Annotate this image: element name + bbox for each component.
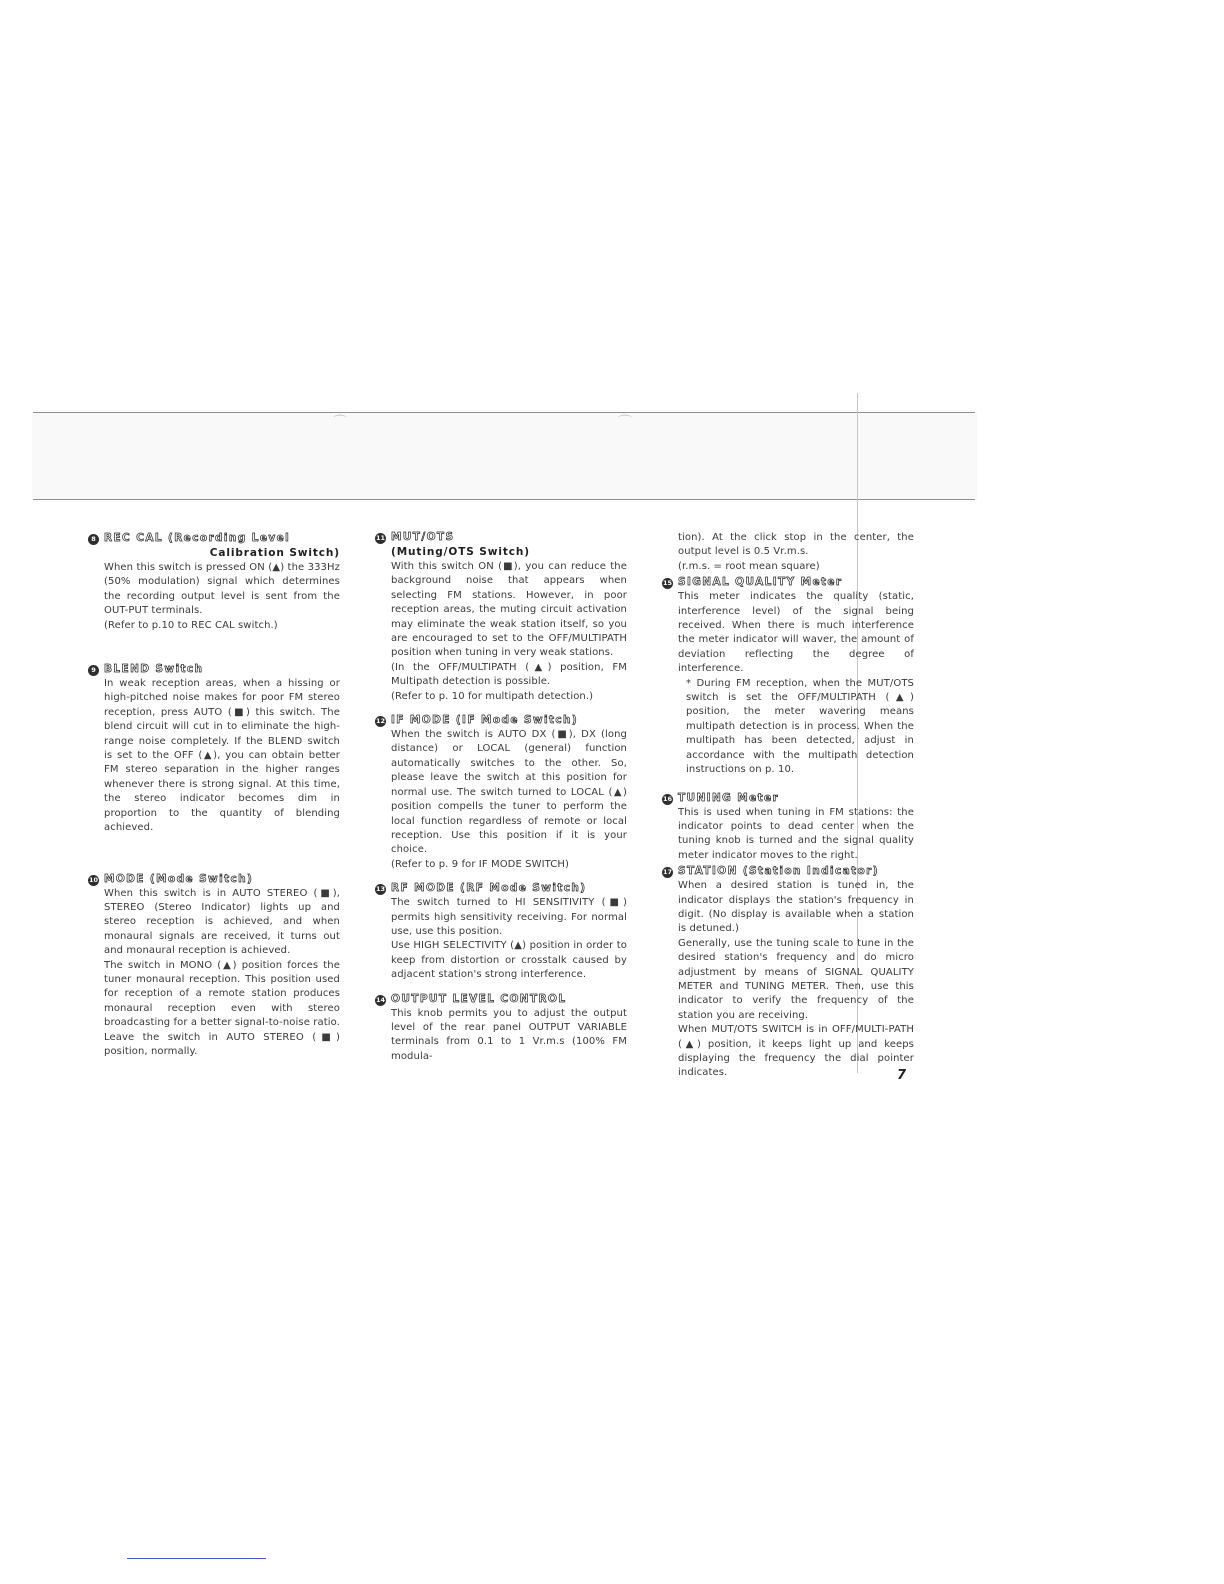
- section-title: SIGNAL QUALITY Meter: [678, 576, 843, 589]
- paragraph: (r.m.s. = root mean square): [678, 560, 820, 572]
- paragraph: (In the OFF/MULTIPATH (▲) position, FM Multipath detection is possible.: [391, 661, 627, 688]
- section-heading: [88, 531, 340, 546]
- section-body: [391, 1007, 627, 1065]
- paragraph: When the switch is AUTO DX (■), DX (long distance) or LOCAL (general) function automatically switches to the other. So, please leave the switch at this position for normal use. The switch turned to LOCAL (▲) position compells the tuner to perform the local function regardless of remote or local reception. Use this position if it is your choice.: [391, 729, 627, 856]
- paragraph: When a desired station is tuned in, the indicator displays the station's frequency in digit. (No display is available when a station is detuned.): [678, 880, 914, 935]
- section-signal-quality: [662, 575, 914, 777]
- paragraph: When MUT/OTS SWITCH is in OFF/MULTI-PATH (▲) position, it keeps light up and keeps displaying the frequency the dial pointer indicates.: [678, 1024, 914, 1079]
- column-right: [662, 531, 914, 1081]
- paragraph: In weak reception areas, when a hissing or high-pitched noise makes for poor FM stereo reception, press AUTO (■) this switch. The blend circuit will cut in to eliminate the high-range noise completely. If the BLEND switch is set to the OFF (▲), you can obtain better FM stereo separation in the higher ranges whenever there is strong signal. At this time, the stereo indicator becomes dim in proportion to the quantity of blending achieved.: [104, 678, 340, 834]
- section-title: REC CAL (Recording Level: [104, 532, 291, 544]
- section-number-badge: 17: [662, 868, 673, 877]
- section-tuning-meter: [662, 791, 914, 864]
- section-heading: [375, 881, 627, 896]
- section-number-badge: 13: [375, 885, 386, 894]
- section-number-badge: 12: [375, 717, 386, 726]
- scan-mark-left: ⌒: [333, 415, 347, 431]
- section-number-badge: 15: [662, 579, 673, 588]
- paragraph: When this switch is pressed ON (▲) the 333Hz (50% modulation) signal which determines the recording output level is sent from the OUT-PUT terminals.: [104, 562, 340, 617]
- section-title: OUTPUT LEVEL CONTROL: [391, 992, 567, 1005]
- section-heading: [375, 530, 627, 545]
- section-rf-mode: [375, 881, 627, 982]
- section-title: IF MODE (IF Mode Switch): [391, 714, 579, 727]
- page-number: 7: [897, 1068, 907, 1083]
- section-body: [678, 590, 914, 777]
- section-body: [104, 561, 340, 633]
- paragraph: Generally, use the tuning scale to tune in the desired station's frequency and do micro adjustment by means of SIGNAL QUALITY METER and TUNING METER. Then, use this indicator to verify the frequency of the station you are receiving.: [678, 937, 914, 1021]
- section-heading: [662, 791, 914, 806]
- section-blend: [91, 662, 340, 835]
- paragraph: This knob permits you to adjust the output level of the rear panel OUTPUT VARIABLE terminals from 0.1 to 1 Vr.m.s (100% FM modula-: [391, 1007, 627, 1062]
- paragraph: When this switch is in AUTO STEREO (■), STEREO (Stereo Indicator) lights up and stereo reception is achieved, and when monaural signals are received, it turns out and monaural reception is achieved.: [104, 887, 340, 957]
- section-heading: [375, 992, 627, 1007]
- section-title: STATION (Station Indicator): [678, 865, 879, 878]
- paragraph: The switch turned to HI SENSITIVITY (■) permits high sensitivity receiving. For normal use, use this position.: [391, 897, 627, 937]
- bottom-link-underline: [127, 1558, 266, 1559]
- paragraph: (Refer to p. 9 for IF MODE SWITCH): [391, 858, 569, 870]
- column-middle: [375, 530, 627, 1064]
- paragraph: Use HIGH SELECTIVITY (▲) position in order to keep from distortion or crosstalk caused by adjacent station's strong interference.: [391, 940, 627, 981]
- section-mut-ots: [375, 530, 627, 704]
- section-heading: [88, 662, 340, 677]
- scan-mark-right: ⌒: [618, 415, 632, 431]
- column-left: [88, 531, 340, 1059]
- paragraph: Leave the switch in AUTO STEREO (■) position, normally.: [104, 1031, 340, 1057]
- section-heading: [88, 872, 340, 887]
- paragraph: (Refer to p.10 to REC CAL switch.): [104, 619, 278, 631]
- section-number-badge: 11: [375, 534, 386, 542]
- section-rec-cal: [91, 531, 340, 633]
- paragraph: tion). At the click stop in the center, the output level is 0.5 Vr.m.s.: [678, 532, 914, 558]
- section-title: RF MODE (RF Mode Switch): [391, 882, 587, 895]
- section-body: [391, 728, 627, 872]
- paragraph: With this switch ON (■), you can reduce the background noise that appears when selecting FM stations. However, in poor reception areas, the muting circuit activation may eliminate the weak station itself, so you are encouraged to set to the OFF/MULTIPATH position when tuning in very weak stations.: [391, 561, 627, 659]
- section-number-badge: 10: [88, 875, 99, 884]
- paragraph: This is used when tuning in FM stations: the indicator points to dead center when the tuning knob is turned and the signal quality meter indicator moves to the right.: [678, 806, 914, 861]
- section-mode: [88, 872, 340, 1060]
- section-title: MODE (Mode Switch): [104, 872, 254, 885]
- section-number-badge: 9: [88, 665, 99, 676]
- section-body: [104, 887, 340, 1060]
- section-body: [678, 531, 914, 574]
- section-subtitle: (Muting/OTS Switch): [391, 546, 530, 558]
- section-heading: [662, 575, 914, 590]
- section-body: [104, 677, 340, 835]
- scan-shadow-band: [32, 412, 977, 500]
- section-title: MUT/OTS: [391, 531, 455, 543]
- paragraph: (Refer to p. 10 for multipath detection.): [391, 690, 594, 702]
- section-title: BLEND Switch: [104, 663, 204, 676]
- section-body: [391, 560, 627, 704]
- section-output-level: [375, 992, 627, 1065]
- paragraph: * During FM reception, when the MUT/OTS switch is set the OFF/MULTIPATH (▲) position, the meter wavering means multipath detection is in process. When the multipath has been detected, adjust in accordance with the multipath detection instructions on p. 10.: [686, 677, 914, 776]
- top-rule: [33, 412, 975, 413]
- middle-rule: [33, 499, 975, 500]
- section-heading: [375, 713, 627, 728]
- section-number-badge: 16: [662, 794, 673, 803]
- section-number-badge: 8: [88, 534, 99, 545]
- section-if-mode: [375, 713, 627, 872]
- paragraph: The switch in MONO (▲) position forces the tuner monaural reception. This position used for reception of a remote station produces monaural reception even with stereo broadcasting for a better signal-to-noise ratio.: [104, 959, 340, 1029]
- section-station: [662, 864, 914, 1081]
- section-continued: [678, 531, 914, 574]
- section-number-badge: 14: [375, 995, 386, 1004]
- paragraph: This meter indicates the quality (static, interference level) of the signal being received. When there is much interference the meter indicator will waver, the amount of deviation reflecting the degree of interference.: [678, 591, 914, 675]
- section-subtitle: Calibration Switch): [209, 547, 340, 559]
- section-body: [678, 806, 914, 864]
- section-body: [391, 896, 627, 982]
- section-heading: [662, 864, 914, 879]
- section-title: TUNING Meter: [678, 791, 780, 804]
- section-body: [678, 879, 914, 1081]
